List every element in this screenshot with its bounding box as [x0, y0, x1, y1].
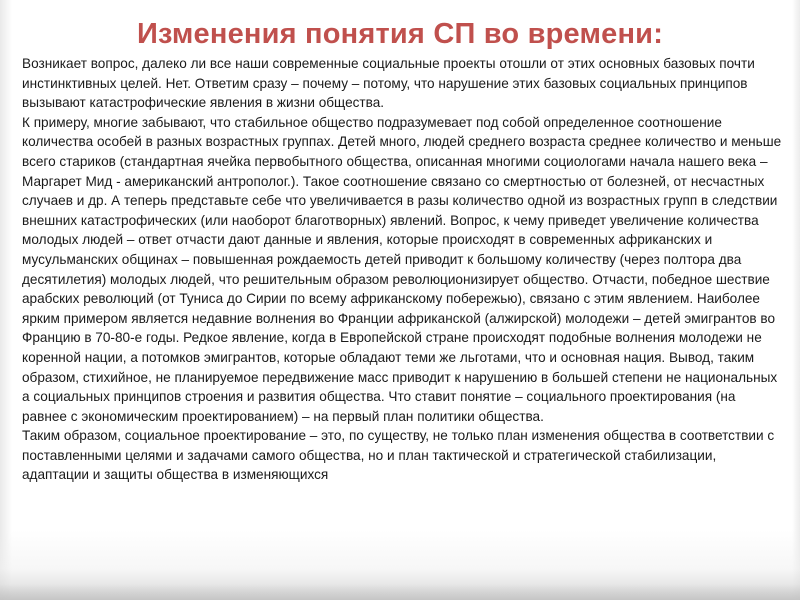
slide-title: Изменения понятия СП во времени: — [136, 18, 664, 50]
body-paragraph-2: К примеру, многие забывают, что стабильное общество подразумевает под собой определенное соотношение количества особей в разных возрастных группах. Детей много, людей среднего возраста среднее количество и меньше всего стариков (стандартная ячейка первобытного общества, описанная многими социологами начала нашего века – Маргарет Мид - американский антрополог.). Такое соотношение связано со смертностью от болезней, от несчастных случаев и др. А теперь представьте себе что увеличивается в разы количество одной из возрастных групп в следствии внешних катастрофических (или наоборот благотворных) явлений. Вопрос, к чему приведет увеличение количества молодых людей – ответ отчасти дают данные и явления, которые происходят в современных африканских и мусульманских общинах – повышенная рождаемость детей приводит к большому количеству (через полтора два десятилетия) молодых людей, что решительным образом революционизирует общество. Отчасти, победное шествие арабских революций (от Туниса до Сирии по всему африканскому побережью), связано с этим явлением. Наиболее ярким примером является недавние волнения во Франции африканской (алжирской) молодежи – детей эмигрантов во Францию в 70-80-е годы. Редкое явление, когда в Европейской стране происходят подобные волнения молодежи не коренной нации, а потомков эмигрантов, которые обладают теми же льготами, что и основная нация. Вывод, таким образом, стихийное, не планируемое передвижение масс приводит к нарушению в большей степени не национальных а социальных принципов строения и развития общества. Что ставит понятие – социального проектирования (на равнее с экономическим проектированием) – на первый план политики общества. — [22, 114, 782, 424]
body-paragraph-1: Возникает вопрос, далеко ли все наши современные социальные проекты отошли от этих основных базовых почти инстинктивных целей. Нет. Ответим сразу – почему – потому, что нарушение этих базовых социальных принципов вызывают катастрофические явления в жизни общества. — [22, 56, 755, 111]
slide-right-edge — [792, 0, 800, 600]
slide-left-edge — [0, 0, 12, 600]
body-paragraph-3: Таким образом, социальное проектирование – это, по существу, не только план изменения общества в соответствии с поставленными целями и задачами самого общества, но и план тактической и стратегической стабилизации, адаптации и защиты общества в изменяющихся — [22, 426, 784, 485]
slide-body — [22, 54, 784, 485]
